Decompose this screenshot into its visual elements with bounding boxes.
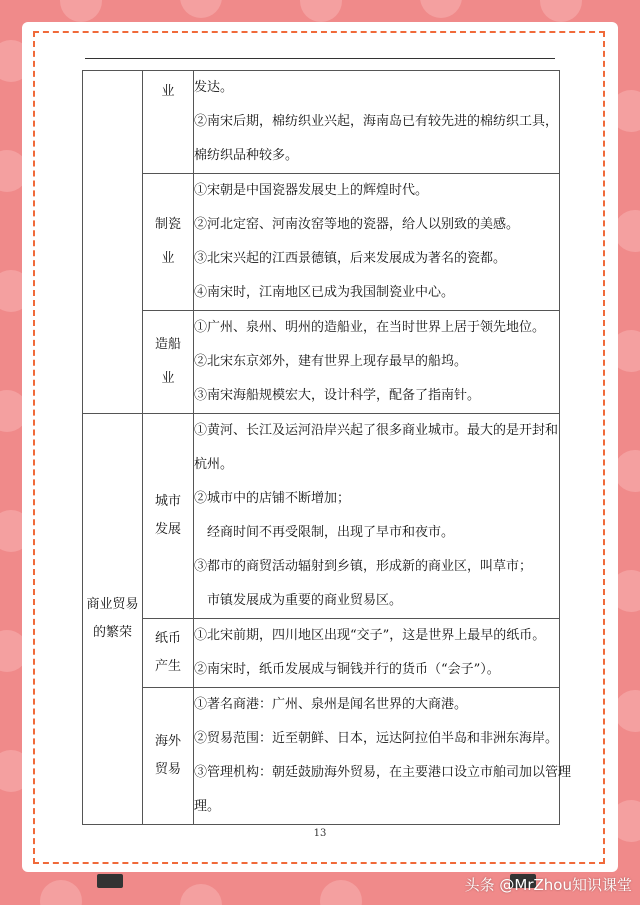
subsection-name-text: 制瓷业 [154, 217, 181, 266]
content-line: 棉纺织品种较多。 [194, 148, 299, 163]
content-line: ②北宋东京郊外，建有世界上现存最早的船坞。 [194, 354, 468, 369]
content-line: ②南宋时，纸币发展成与铜钱并行的货币（“会子”）。 [194, 662, 500, 677]
content-line: 市镇发展成为重要的商业贸易区。 [207, 593, 403, 608]
content-line: ②贸易范围：近至朝鲜、日本，远达阿拉伯半岛和非洲东海岸。 [194, 731, 559, 746]
content-line: ②河北定窑、河南汝窑等地的瓷器，给人以别致的美感。 [194, 217, 520, 232]
table-row [83, 414, 560, 619]
content-line: ①著名商港：广州、泉州是闻名世界的大商港。 [194, 697, 468, 712]
subsection-name [143, 619, 194, 688]
content-line: ①宋朝是中国瓷器发展史上的辉煌时代。 [194, 183, 429, 198]
content-line: 杭州。 [194, 457, 234, 472]
table-row [83, 311, 560, 414]
content-line: ①黄河、长江及运河沿岸兴起了很多商业城市。最大的是开封和 [194, 423, 559, 438]
content-line: ②城市中的店铺不断增加； [194, 491, 351, 506]
subsection-content [194, 688, 572, 825]
content-line: ③都市的商贸活动辐射到乡镇，形成新的商业区，叫草市； [194, 559, 533, 574]
content-line: ③南宋海船规模宏大，设计科学，配备了指南针。 [194, 388, 481, 403]
table-row [83, 619, 560, 688]
content-line: ③北宋兴起的江西景德镇，后来发展成为著名的瓷都。 [194, 251, 507, 266]
subsection-content [194, 414, 560, 619]
content-line: ①北宋前期，四川地区出现“交子”，这是世界上最早的纸币。 [194, 628, 546, 643]
top-rule [85, 58, 555, 59]
content-line: 经商时间不再受限制，出现了早市和夜市。 [207, 525, 455, 540]
category-cell [83, 71, 143, 414]
table-row [83, 174, 560, 311]
subsection-name [143, 414, 194, 619]
content-line: ①广州、泉州、明州的造船业，在当时世界上居于领先地位。 [194, 320, 546, 335]
content-table [82, 70, 572, 825]
content-line: ③管理机构：朝廷鼓励海外贸易，在主要港口设立市舶司加以管理 [194, 765, 572, 780]
table-row [83, 688, 560, 825]
subsection-name: 业 [143, 71, 194, 174]
subsection-content [194, 71, 560, 174]
subsection-name [143, 688, 194, 825]
subsection-name-text: 纸币产生 [154, 631, 181, 674]
content-line: 发达。 [194, 80, 234, 95]
content-line: ④南宋时，江南地区已成为我国制瓷业中心。 [194, 285, 455, 300]
decoration-foot-left [97, 874, 123, 888]
page-number: 13 [313, 828, 327, 839]
watermark: 头条 @MrZhou知识课堂 [464, 876, 632, 894]
subsection-name-text: 海外贸易 [154, 734, 181, 777]
table-row [83, 71, 560, 174]
subsection-name [143, 174, 194, 311]
subsection-content [194, 174, 560, 311]
subsection-name [143, 311, 194, 414]
category-text: 商业贸易的繁荣 [86, 597, 139, 640]
subsection-name-text: 城市发展 [154, 494, 181, 537]
category-cell [83, 414, 143, 825]
subsection-content [194, 619, 560, 688]
subsection-content [194, 311, 560, 414]
content-line: 理。 [194, 799, 221, 814]
content-line: ②南宋后期，棉纺织业兴起，海南岛已有较先进的棉纺织工具， [194, 114, 559, 129]
subsection-name-text: 造船业 [154, 337, 181, 386]
